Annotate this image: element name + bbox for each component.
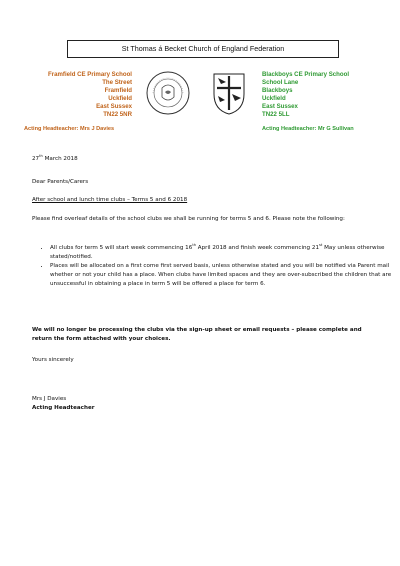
- left-address-line: TN22 5NR: [103, 111, 132, 119]
- letter-date: [32, 155, 378, 164]
- intro-paragraph: Please find overleaf details of the school clubs we shall be running for terms 5 and 6. Please note the following:: [32, 216, 345, 222]
- bullet1-text: May unless otherwise stated/notified.: [50, 245, 385, 260]
- notes-list: [32, 244, 396, 290]
- left-school-name: Framfield CE Primary School: [48, 71, 132, 78]
- right-address-line: Blackboys: [262, 87, 293, 95]
- left-headteacher: Acting Headteacher: Mrs J Davies: [24, 126, 115, 132]
- framfield-crest-icon: [145, 70, 191, 116]
- list-item: • Places will be allocated on a first come first served basis, unless otherwise stated and you will be notified via Parent mail whether or not your child has a place. When clubs have limited spaces and they are over-subscribed the children that are unsuccessful in obtaining a place in term 5 will be offered a place for term 6.: [50, 262, 396, 288]
- bullet1-text: April 2018 and finish week commencing 21: [196, 245, 319, 251]
- federation-title: St Thomas á Becket Church of England Federation: [67, 40, 339, 58]
- left-address-line: Framfield: [104, 87, 132, 95]
- bullet1-sup: th: [192, 243, 196, 248]
- salutation: Dear Parents/Carers: [32, 179, 89, 185]
- date-suffix: th: [39, 154, 43, 159]
- blackboys-crest-icon: [212, 70, 246, 116]
- left-address-line: East Sussex: [96, 103, 132, 111]
- bullet1-sup: st: [319, 243, 323, 248]
- signer-name: Mrs J Davies: [32, 396, 67, 402]
- signer-title: Acting Headteacher: [32, 405, 95, 411]
- right-school-block: [262, 71, 382, 120]
- left-address-line: The Street: [102, 79, 132, 87]
- right-address-line: Uckfield: [262, 95, 286, 103]
- date-day: 27: [32, 156, 40, 162]
- left-address-line: Uckfield: [108, 95, 132, 103]
- signoff: Yours sincerely: [32, 357, 74, 363]
- right-address-line: School Lane: [262, 79, 299, 87]
- date-rest: March 2018: [42, 156, 78, 162]
- right-school-name: Blackboys CE Primary School: [262, 71, 350, 78]
- left-school-block: [32, 71, 132, 120]
- notice-paragraph: We will no longer be processing the clubs via the sign-up sheet or email requests – please complete and return the form attached with your choices.: [32, 327, 362, 342]
- letter-subject: After school and lunch time clubs – Terms 5 and 6 2018: [32, 197, 188, 203]
- right-address-line: East Sussex: [262, 103, 298, 111]
- right-address-line: TN22 5LL: [262, 111, 290, 119]
- bullet1-text: All clubs for term 5 will start week commencing 16: [50, 245, 193, 251]
- list-item: [50, 244, 396, 261]
- right-headteacher: Acting Headteacher: Mr G Sullivan: [262, 126, 354, 132]
